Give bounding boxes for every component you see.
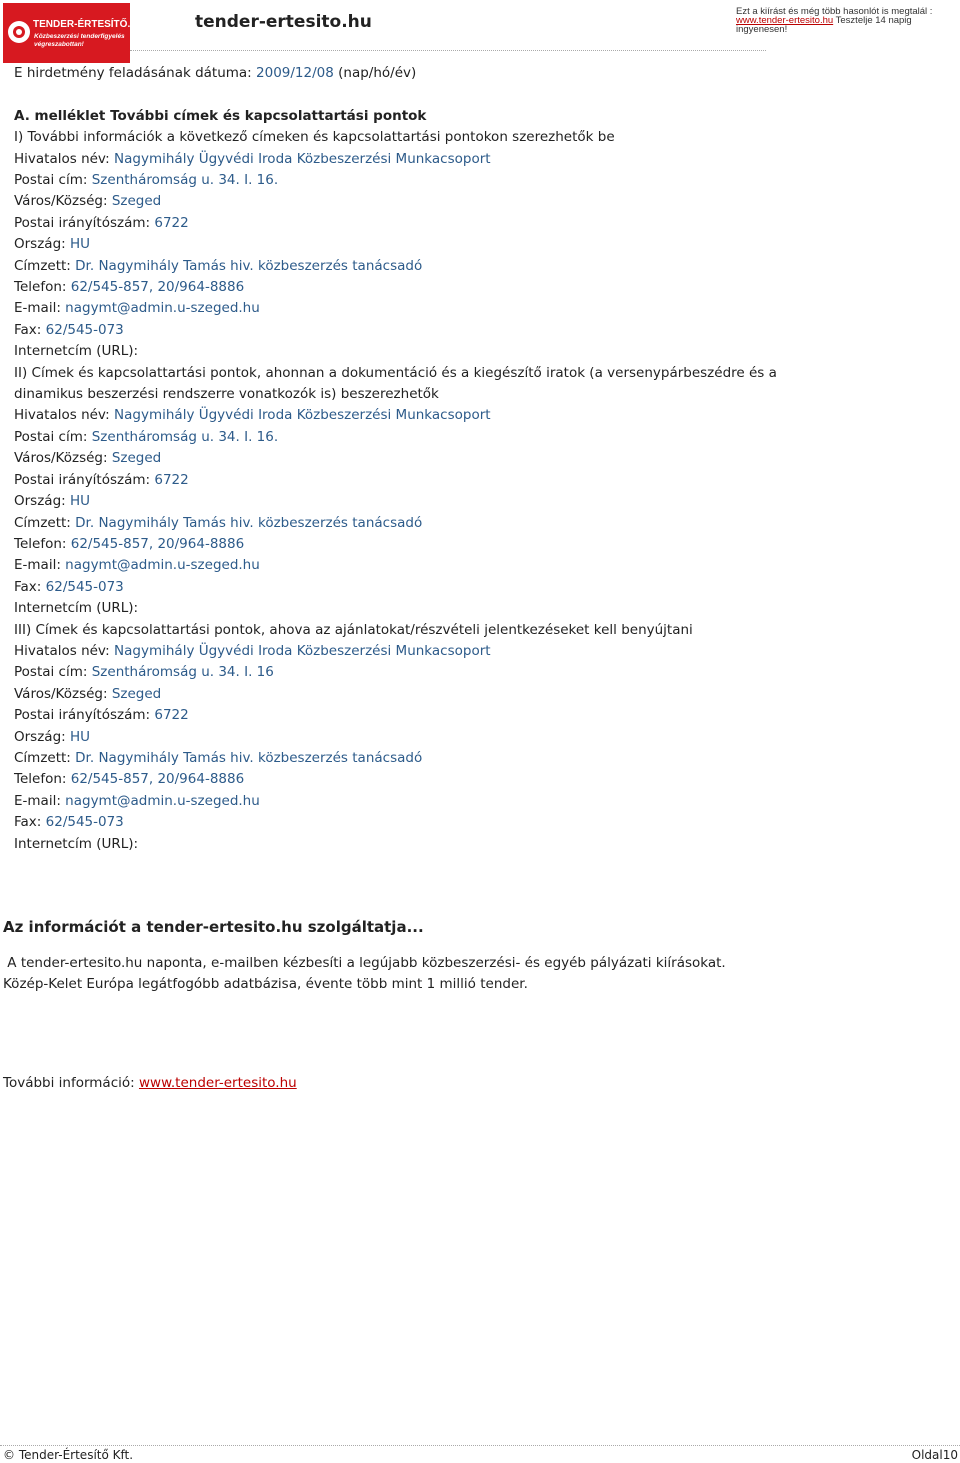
field-row <box>14 769 814 790</box>
target-icon <box>8 21 30 43</box>
field-label: Postai cím: <box>14 664 92 681</box>
field-value: Dr. Nagymihály Tamás hiv. közbeszerzés tanácsadó <box>75 257 423 274</box>
field-row <box>14 234 814 255</box>
promo-text: Ezt a kiírást és még több hasonlót is megtalál : <box>736 6 933 17</box>
notice-date <box>14 63 814 84</box>
section-heading: III) Címek és kapcsolattartási pontok, ahova az ajánlatokat/részvételi jelentkezéseket kell benyújtani <box>14 621 693 638</box>
field-value: 62/545-073 <box>45 814 124 831</box>
field-label: Hivatalos név: <box>14 150 115 167</box>
field-label: Címzett: <box>14 257 76 274</box>
field-label: Ország: <box>14 728 70 745</box>
field-value: 62/545-857, 20/964-8886 <box>70 279 245 296</box>
footer-line-1: A tender-ertesito.hu naponta, e-mailben kézbesíti a legújabb közbeszerzési- és egyéb pályázati kiírásokat. <box>3 955 726 971</box>
field-row <box>14 662 814 683</box>
field-value: Dr. Nagymihály Tamás hiv. közbeszerzés tanácsadó <box>75 514 423 531</box>
field-value: Szentháromság u. 34. I. 16. <box>91 428 279 445</box>
field-label: Város/Község: <box>14 193 112 210</box>
field-label: Postai irányítószám: <box>14 214 155 231</box>
field-label: Postai irányítószám: <box>14 707 155 724</box>
field-row <box>14 320 814 341</box>
field-value: 62/545-857, 20/964-8886 <box>70 771 245 788</box>
footer-line-2: Közép-Kelet Európa legátfogóbb adatbázisa, évente több mint 1 millió tender. <box>3 976 528 993</box>
field-row <box>14 705 814 726</box>
field-label: Címzett: <box>14 514 76 531</box>
more-label: További információ: <box>3 1075 139 1091</box>
field-value: 62/545-073 <box>45 321 124 338</box>
field-label: Internetcím (URL): <box>14 343 139 360</box>
field-value: nagymt@admin.u-szeged.hu <box>65 300 260 317</box>
section-heading: II) Címek és kapcsolattartási pontok, ahonnan a dokumentáció és a kiegészítő iratok (a versenypárbeszédre és a dinamikus beszerzési rendszerre vonatkozók is) beszerezhetők <box>14 364 777 403</box>
field-row <box>14 791 814 812</box>
field-row <box>14 170 814 191</box>
page-number: Oldal10 <box>911 1448 958 1462</box>
field-label: Postai cím: <box>14 172 92 189</box>
field-value: Szeged <box>111 685 162 702</box>
field-row <box>14 491 814 512</box>
field-label: Város/Község: <box>14 685 112 702</box>
more-link[interactable]: www.tender-ertesito.hu <box>138 1075 297 1091</box>
field-value: Nagymihály Ügyvédi Iroda Közbeszerzési Munkacsoport <box>114 407 491 424</box>
field-row <box>14 834 814 855</box>
field-label: Telefon: <box>14 279 71 296</box>
field-label: Fax: <box>14 578 46 595</box>
date-value: 2009/12/08 <box>256 65 334 81</box>
annex-title: A. melléklet További címek és kapcsolattartási pontok <box>14 107 427 124</box>
promo-suffix: Tesztelje 14 napig ingyenesen! <box>736 15 912 35</box>
field-value: Szentháromság u. 34. I. 16 <box>91 664 274 681</box>
field-row <box>14 727 814 748</box>
field-label: Telefon: <box>14 771 71 788</box>
field-row <box>14 470 814 491</box>
field-row <box>14 513 814 534</box>
field-value: Szeged <box>111 450 162 467</box>
logo-tagline: Közbeszerzési tenderfigyelés végreszabottan! <box>34 33 125 48</box>
header-divider <box>130 50 766 51</box>
field-value: 6722 <box>154 707 189 724</box>
field-value: HU <box>69 493 91 510</box>
annex-sections <box>14 127 814 855</box>
field-label: Telefon: <box>14 535 71 552</box>
field-value: HU <box>69 728 91 745</box>
field-row <box>14 341 814 362</box>
field-value: Szentháromság u. 34. I. 16. <box>91 172 279 189</box>
field-label: Címzett: <box>14 749 76 766</box>
field-label: Fax: <box>14 321 46 338</box>
field-row <box>14 598 814 619</box>
field-label: Ország: <box>14 236 70 253</box>
logo-brand: TENDER-ÉRTESÍTŐ.hu <box>33 19 143 30</box>
field-value: 62/545-857, 20/964-8886 <box>70 535 245 552</box>
footer-title: Az információt a tender-ertesito.hu szolgáltatja... <box>3 918 424 936</box>
footer-info <box>3 918 953 996</box>
field-row <box>14 405 814 426</box>
field-value: Nagymihály Ügyvédi Iroda Közbeszerzési Munkacsoport <box>114 150 491 167</box>
field-value: Dr. Nagymihály Tamás hiv. közbeszerzés tanácsadó <box>75 749 423 766</box>
notice-body <box>14 63 814 855</box>
field-row <box>14 555 814 576</box>
field-row <box>14 298 814 319</box>
field-label: E-mail: <box>14 557 66 574</box>
field-row <box>14 213 814 234</box>
field-row <box>14 684 814 705</box>
field-label: E-mail: <box>14 792 66 809</box>
promo-box <box>736 7 958 34</box>
field-value: 6722 <box>154 214 189 231</box>
field-row <box>14 256 814 277</box>
more-info <box>3 1075 297 1091</box>
field-row <box>14 448 814 469</box>
field-label: Hivatalos név: <box>14 407 115 424</box>
site-title: tender-ertesito.hu <box>195 12 372 32</box>
date-label: E hirdetmény feladásának dátuma: <box>14 65 257 81</box>
field-label: Ország: <box>14 493 70 510</box>
field-row <box>14 191 814 212</box>
section-heading: I) További információk a következő címeken és kapcsolattartási pontokon szerezhetők be <box>14 129 615 146</box>
footer-divider <box>0 1445 960 1446</box>
field-row <box>14 812 814 833</box>
field-value: Nagymihály Ügyvédi Iroda Közbeszerzési Munkacsoport <box>114 642 491 659</box>
field-label: Postai cím: <box>14 428 92 445</box>
field-row <box>14 534 814 555</box>
field-value: Szeged <box>111 193 162 210</box>
field-value: 6722 <box>154 471 189 488</box>
field-label: Fax: <box>14 814 46 831</box>
field-label: Hivatalos név: <box>14 642 115 659</box>
field-row <box>14 748 814 769</box>
promo-link[interactable]: www.tender-ertesito.hu <box>736 15 834 26</box>
field-label: Postai irányítószám: <box>14 471 155 488</box>
field-value: HU <box>69 236 91 253</box>
field-row <box>14 277 814 298</box>
field-label: Város/Község: <box>14 450 112 467</box>
field-label: Internetcím (URL): <box>14 835 139 852</box>
field-label: E-mail: <box>14 300 66 317</box>
field-value: nagymt@admin.u-szeged.hu <box>65 557 260 574</box>
field-row <box>14 427 814 448</box>
date-format: (nap/hó/év) <box>333 65 417 81</box>
field-value: 62/545-073 <box>45 578 124 595</box>
field-label: Internetcím (URL): <box>14 600 139 617</box>
field-row <box>14 641 814 662</box>
copyright: © Tender-Értesítő Kft. <box>3 1448 134 1462</box>
site-logo[interactable] <box>3 3 143 63</box>
field-row <box>14 577 814 598</box>
field-row <box>14 149 814 170</box>
field-value: nagymt@admin.u-szeged.hu <box>65 792 260 809</box>
